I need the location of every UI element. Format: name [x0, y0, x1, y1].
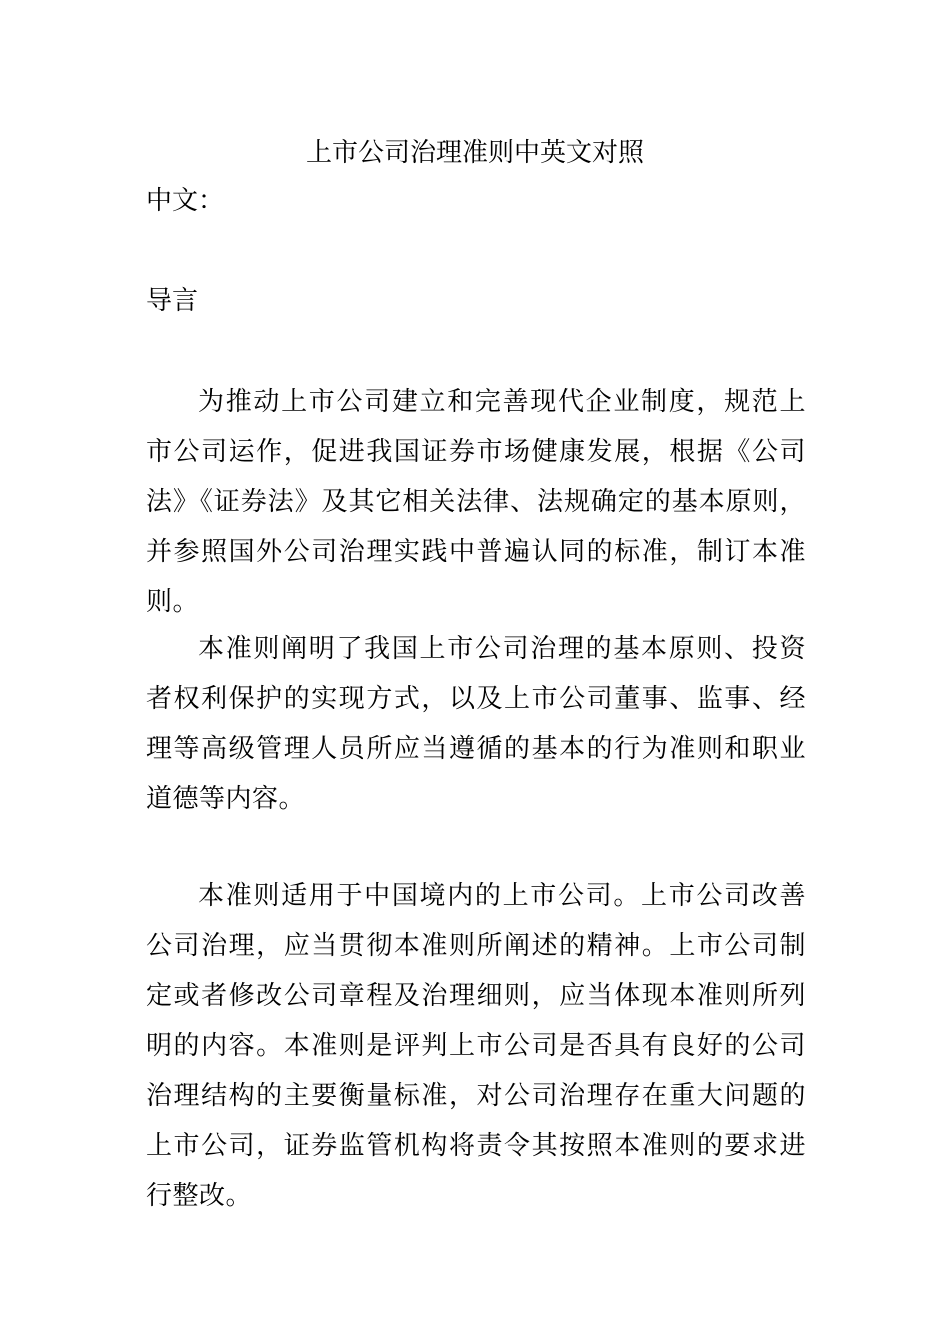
document-title: 上市公司治理准则中英文对照	[305, 138, 644, 168]
section-heading: 导言	[146, 286, 199, 316]
language-label: 中文：	[146, 186, 225, 216]
paragraph: 本准则适用于中国境内的上市公司。上市公司改善公司治理，应当贯彻本准则所阐述的精神。上市公司制定或者修改公司章程及治理细则，应当体现本准则所列明的内容。本准则是评判上市公司是否具有良好的公司治理结构的主要衡量标准，对公司治理存在重大问题的上市公司，证券监管机构将责令其按照本准则的要求进行整改。	[146, 881, 806, 1211]
paragraph: 本准则阐明了我国上市公司治理的基本原则、投资者权利保护的实现方式，以及上市公司董事、监事、经理等高级管理人员所应当遵循的基本的行为准则和职业道德等内容。	[146, 634, 806, 814]
paragraph: 为推动上市公司建立和完善现代企业制度，规范上市公司运作，促进我国证券市场健康发展，根据《公司法》《证券法》及其它相关法律、法规确定的基本原则，并参照国外公司治理实践中普遍认同的标准，制订本准则。	[146, 387, 806, 617]
